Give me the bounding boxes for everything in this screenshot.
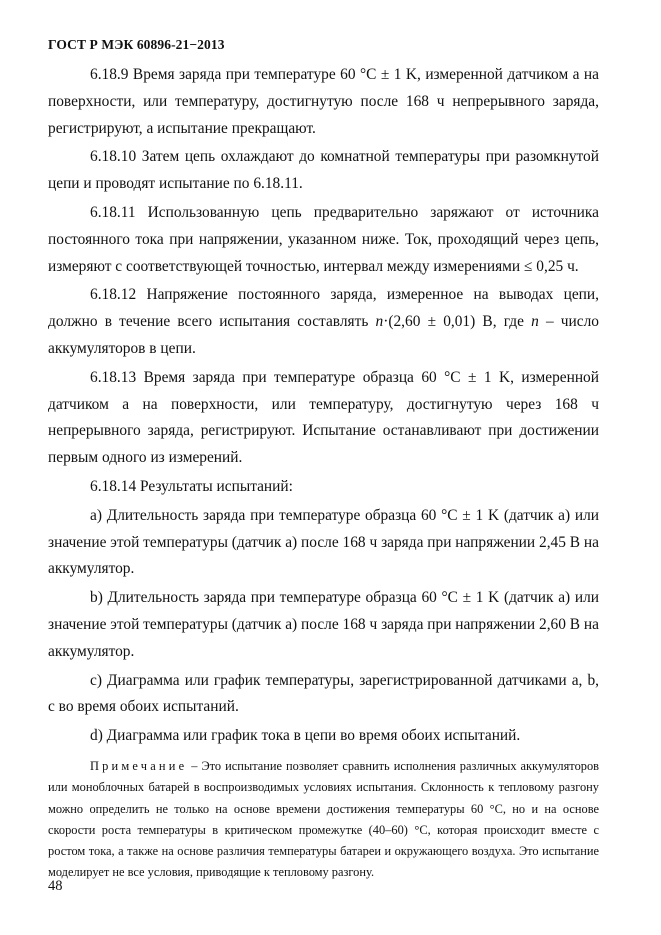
note-block: [48, 756, 599, 884]
note-text: – Это испытание позволяет сравнить исполнения различных аккумуляторов или моноблочных батарей в воспроизводимых условиях испытания. Склонность к тепловому разгону можно определить не только на основе времени достижения температуры 60 °С, но и на основе скорости роста температуры в критическом промежутке (40–60) °С, которая происходит вместе с ростом тока, а также на основе различия температуры батареи и окружающего воздуха. Это испытание моделирует не все условия, приводящие к тепловому разгону.: [48, 758, 599, 880]
paragraph-6-18-11: 6.18.11 Использованную цепь предварительно заряжают от источника постоянного тока при напряжении, указанном ниже. Ток, проходящий через цепь, измеряют с соответствующей точностью, интервал между измерениями ≤ 0,25 ч.: [48, 203, 599, 275]
paragraph-6-18-13: 6.18.13 Время заряда при температуре образца 60 °С ± 1 K, измеренной датчиком а на поверхности, или температуру, достигнутую через 168 ч непрерывного заряда, регистрируют. Испытание останавливают при достижении первым одного из измерений.: [48, 368, 599, 467]
list-item-b: b) Длительность заряда при температуре образца 60 °С ± 1 K (датчик а) или значение этой температуры (датчик а) после 168 ч заряда при напряжении 2,60 В на аккумулятор.: [48, 589, 599, 660]
page-number: 48: [48, 878, 63, 894]
paragraph-6-18-12: [48, 282, 599, 362]
variable-n: n: [531, 313, 539, 331]
paragraph-6-18-12-part-a: 6.18.12 Напряжение постоянного заряда, измеренное на выводах цепи, должно в течение всего испытания составлять: [48, 286, 599, 331]
paragraph-6-18-12-part-b: ·(2,60 ± 0,01) В, где: [383, 313, 532, 331]
page-header-title: ГОСТ Р МЭК 60896-21−2013: [48, 37, 225, 52]
paragraph-6-18-12-part-c: – число аккумуляторов в цепи.: [48, 313, 599, 357]
paragraph-6-18-14: 6.18.14 Результаты испытаний:: [90, 477, 293, 495]
document-body: [48, 62, 599, 884]
list-item-a: a) Длительность заряда при температуре образца 60 °С ± 1 K (датчик а) или значение этой температуры (датчик а) после 168 ч заряда при напряжении 2,45 В на аккумулятор.: [48, 506, 599, 578]
variable-n: n: [375, 313, 384, 331]
note-label: Примечание: [90, 758, 188, 773]
paragraph-6-18-9: 6.18.9 Время заряда при температуре 60 °С ± 1 K, измеренной датчиком а на поверхности, или температуру, достигнутую после 168 ч непрерывного заряда, регистрируют, а испытание прекращают.: [48, 66, 599, 137]
list-item-d: d) Диаграмма или график тока в цепи во время обоих испытаний.: [90, 727, 521, 745]
list-item-c: с) Диаграмма или график температуры, зарегистрированной датчиками a, b, c во время обоих испытаний.: [48, 671, 599, 716]
paragraph-6-18-10: 6.18.10 Затем цепь охлаждают до комнатной температуры при разомкнутой цепи и проводят испытание по 6.18.11.: [48, 148, 599, 193]
